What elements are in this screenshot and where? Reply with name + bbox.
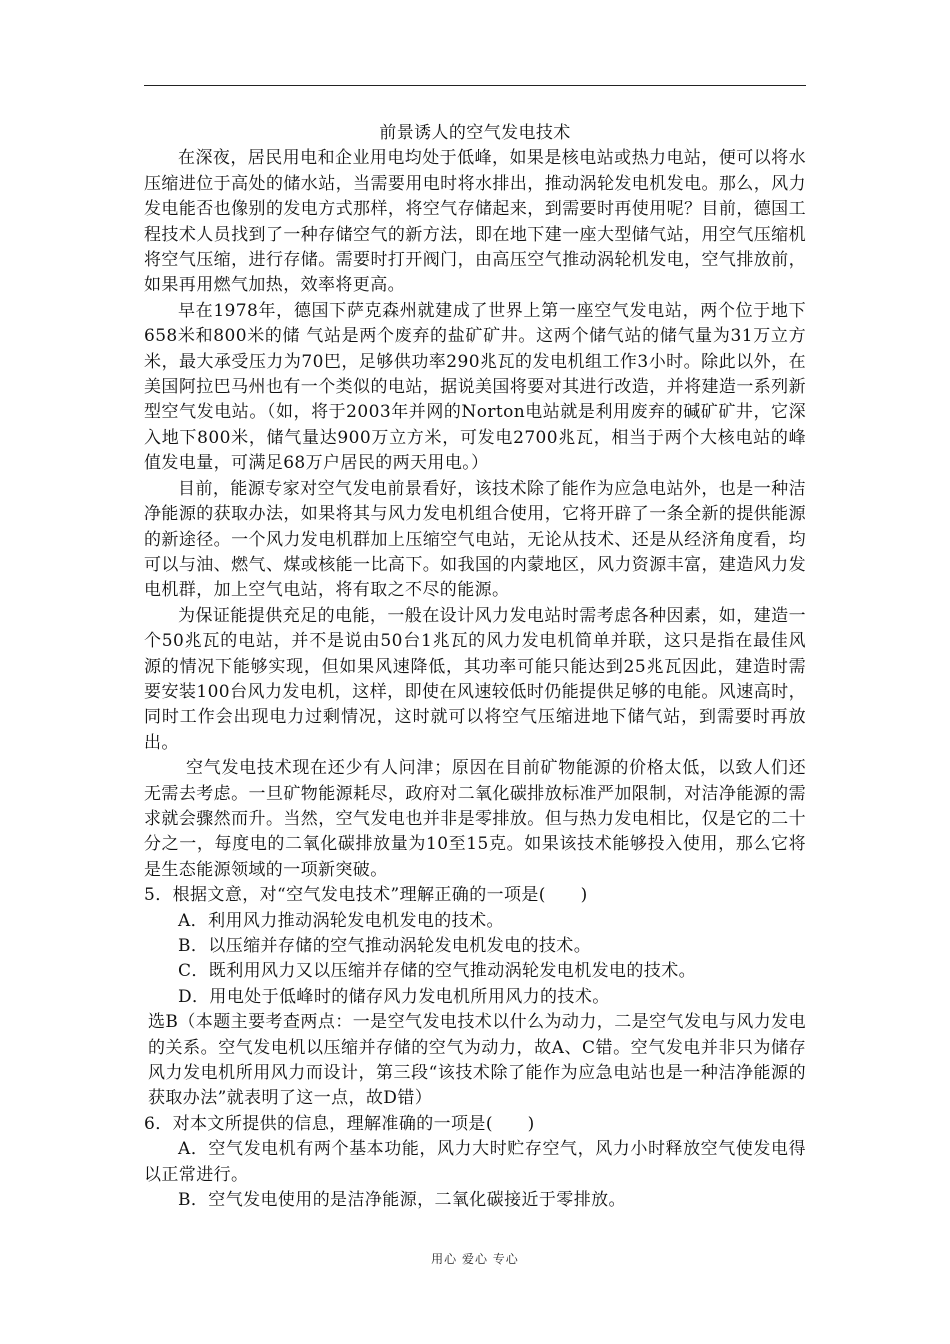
question-5-answer: 选B（本题主要考查两点：一是空气发电技术以什么为动力，二是空气发电与风力发电的关系。空气发电机以压缩并存储的空气为动力，故A、C错。空气发电并非只为储存风力发电机所用风力而设计，第三段“该技术除了能作为应急电站也是一种洁净能源的获取办法”就表明了这一点，故D错） (148, 1012, 806, 1109)
article-paragraph-5: 空气发电技术现在还少有人问津；原因在目前矿物能源的价格太低，以致人们还无需去考虑。一旦矿物能源耗尽，政府对二氧化碳排放标准严加限制，对洁净能源的需求就会骤然而升。当然，空气发电也并非是零排放。但与热力发电相比，仅是它的二十分之一，每度电的二氧化碳排放量为10至15克。如果该技术能够投入使用，那么它将是生态能源领域的一项新突破。 (144, 758, 806, 880)
question-6-stem: 6．对本文所提供的信息，理解准确的一项是( ) (144, 1113, 535, 1134)
question-6-option-b: B．空气发电使用的是洁净能源，二氧化碳接近于零排放。 (178, 1190, 626, 1211)
article-paragraph-3: 目前，能源专家对空气发电前景看好，该技术除了能作为应急电站外，也是一种洁净能源的获取办法，如果将其与风力发电机组合使用，它将开辟了一条全新的提供能源的新途径。一个风力发电机群加上压缩空气电站，无论从技术、还是从经济角度看，均可以与油、燃气、煤或核能一比高下。如我国的内蒙地区，风力资源丰富，建造风力发电机群，加上空气电站，将有取之不尽的能源。 (144, 478, 806, 601)
question-5-option-b: B．以压缩并存储的空气推动涡轮发电机发电的技术。 (178, 936, 592, 956)
question-5-option-a: A．利用风力推动涡轮发电机发电的技术。 (178, 910, 504, 931)
question-6-option-a: A．空气发电机有两个基本功能，风力大时贮存空气，风力小时释放空气使发电得以正常进行。 (144, 1139, 806, 1185)
question-5-option-d: D．用电处于低峰时的储存风力发电机所用风力的技术。 (178, 986, 610, 1007)
article-title: 前景诱人的空气发电技术 (379, 123, 571, 143)
article-paragraph-4: 为保证能提供充足的电能，一般在设计风力发电站时需考虑各种因素，如，建造一个50兆瓦的电站，并不是说由50台1兆瓦的风力发电机简单并联，这只是指在最佳风源的情况下能够实现，但如果风速降低，其功率可能只能达到25兆瓦因此，建造时需要安装100台风力发电机，这样，即使在风速较低时仍能提供足够的电能。风速高时，同时工作会出现电力过剩情况，这时就可以将空气压缩进地下储气站，到需要时再放出。 (144, 605, 806, 753)
article-paragraph-2: 早在1978年，德国下萨克森州就建成了世界上第一座空气发电站，两个位于地下658米和800米的储 气站是两个废弃的盐矿矿井。这两个储气站的储气量为31万立方米，最大承受压力为70巴，足够供功率290兆瓦的发电机组工作3小时。除此以外，在美国阿拉巴马州也有一个类似的电站，据说美国将要对其进行改造，并将建造一系列新型空气发电站。（如，将于2003年并网的Norton电站就是利用废弃的碱矿矿井，它深入地下800米，储气量达900万立方米，可发电2700兆瓦，相当于两个大核电站的峰值发电量，可满足68万户居民的两天用电。） (144, 300, 806, 474)
question-5-option-c: C．既利用风力又以压缩并存储的空气推动涡轮发电机发电的技术。 (178, 961, 697, 982)
question-5-stem: 5．根据文意，对“空气发电技术”理解正确的一项是( ) (144, 885, 588, 906)
header-rule (144, 85, 806, 86)
article-paragraph-1: 在深夜，居民用电和企业用电均处于低峰，如果是核电站或热力电站，便可以将水压缩进位于高处的储水站，当需要用电时将水排出，推动涡轮发电机发电。那么，风力发电能否也像别的发电方式那样，将空气存储起来，到需要时再使用呢？目前，德国工程技术人员找到了一种存储空气的新方法，即在地下建一座大型储气站，用空气压缩机将空气压缩，进行存储。需要时打开阀门，由高压空气推动涡轮机发电，空气排放前，如果再用燃气加热，效率将更高。 (144, 148, 806, 296)
page-footer: 用心 爱心 专心 (431, 1252, 519, 1266)
document-body (144, 121, 806, 1213)
